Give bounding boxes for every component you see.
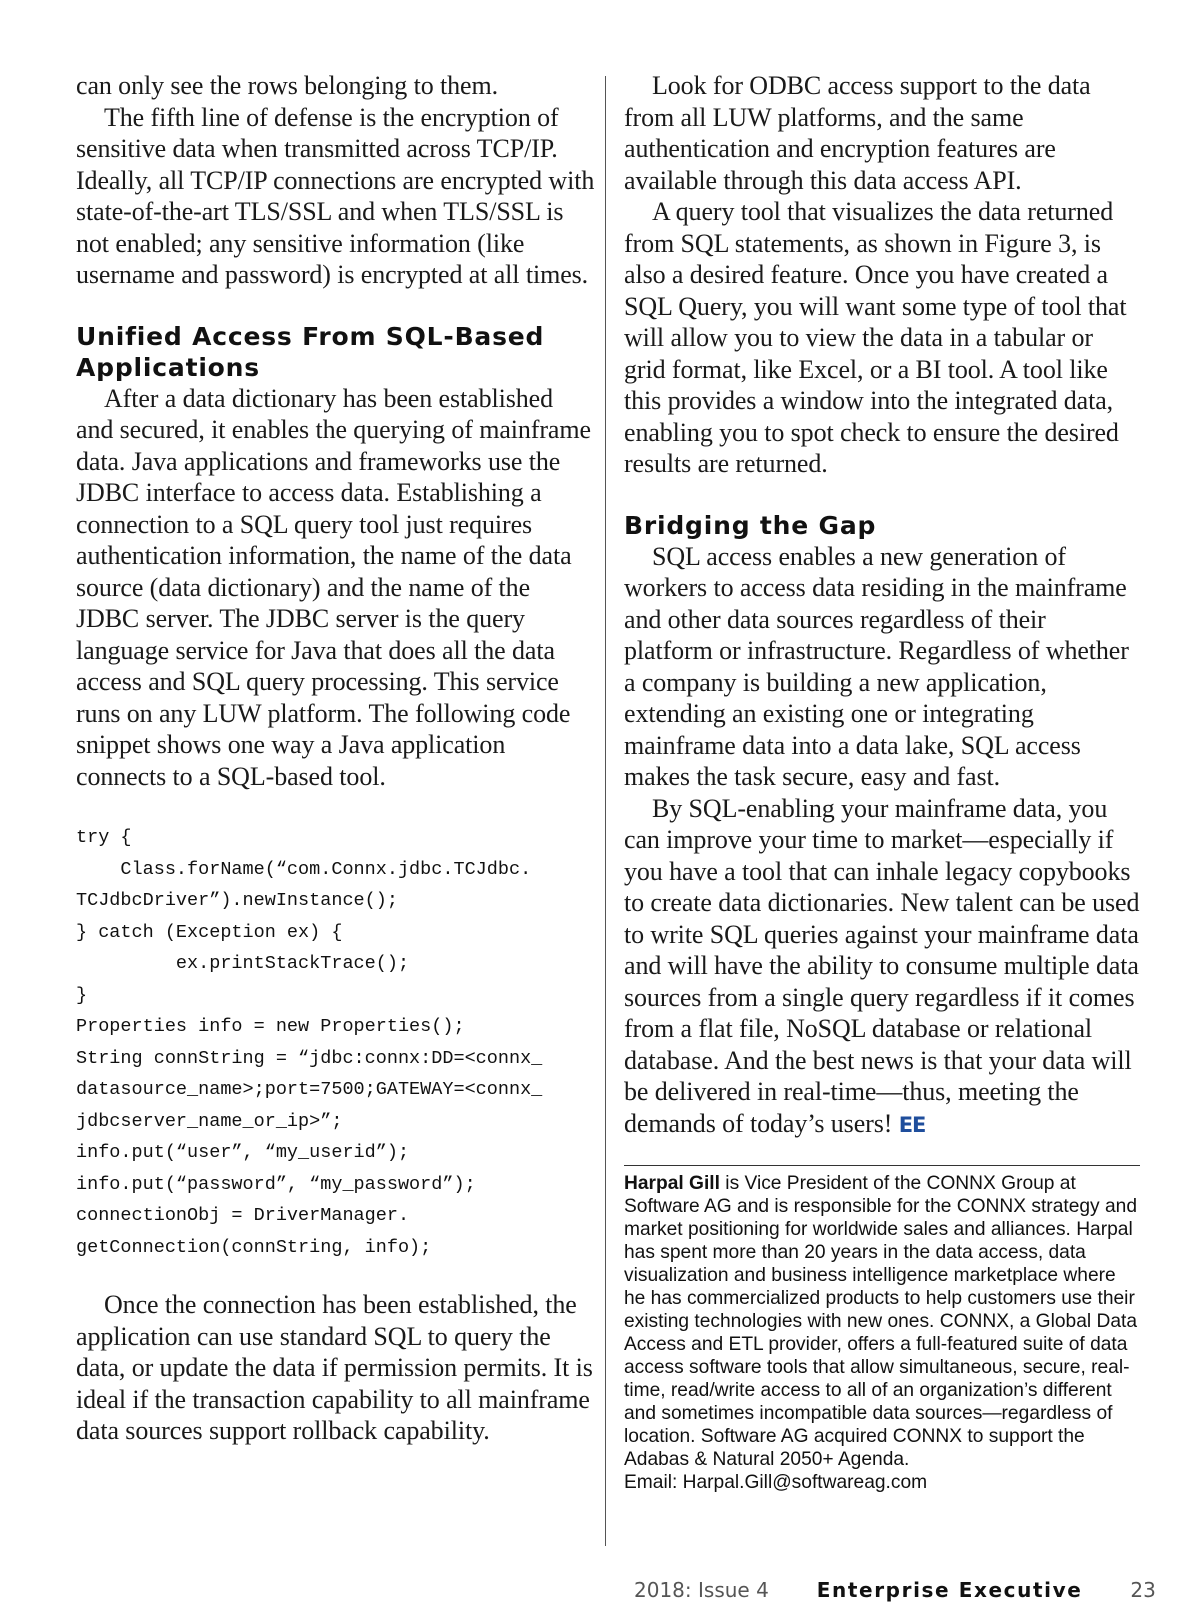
paragraph: can only see the rows belonging to them.: [76, 71, 499, 100]
section-heading: Unified Access From SQL-Based Applications: [76, 321, 545, 382]
author-email: Email: Harpal.Gill@softwareag.com: [624, 1472, 928, 1493]
paragraph: [624, 793, 1140, 1142]
column-divider: [605, 76, 606, 1546]
author-name: Harpal Gill: [624, 1173, 720, 1194]
bio-rule: [624, 1165, 1140, 1166]
bio-text: is Vice President of the CONNX Group at Software AG and is responsible for the CONNX strategy and market positioning for worldwide sales and alliances. Harpal has spent more than 20 years in the data access, data visualization and business intelligence marketplace where he has commercialized products to help customers use their existing technologies with new ones. CONNX, a Global Data Access and ETL provider, offers a full-featured suite of data access software tools that allow simultaneous, secure, real-time, read/write access to all of an organization’s different and sometimes incompatible data sources—regardless of location. Software AG acquired CONNX to support the Adabas & Natural 2050+ Agenda.: [624, 1173, 1137, 1470]
code-snippet: try { Class.forName(“com.Connx.jdbc.TCJdbc. TCJdbcDriver”).newInstance(); } catch (Exception ex) { ex.printStackTrace(); } Properties info = new Properties(); String connString = “jdbc:connx:DD=<connx_ datasource_name>;port=7500;GATEWAY=<connx_ jdbcserver_name_or_ip>”; info.put(“user”, “my_userid”); info.put(“password”, “my_password”); connectionObj = DriverManager. getConnection(connString, info);: [76, 827, 543, 1258]
section-heading: Bridging the Gap: [624, 510, 877, 540]
left-column: [76, 70, 596, 1447]
author-bio: [624, 1172, 1140, 1471]
right-column: [624, 70, 1140, 1494]
end-mark: EE: [898, 1112, 926, 1137]
paragraph: The fifth line of defense is the encryption of sensitive data when transmitted across TCP/IP. Ideally, all TCP/IP connections are encrypted with state-of-the-art TLS/SSL and when TLS/SSL is not enabled; any sensitive information (like username and password) is encrypted at all times.: [76, 102, 595, 289]
publication-name: Enterprise Executive: [816, 1578, 1083, 1602]
paragraph: Look for ODBC access support to the data from all LUW platforms, and the same authentication and encryption features are available through this data access API.: [624, 71, 1091, 195]
paragraph-text: By SQL-enabling your mainframe data, you can improve your time to market—especially if you have a tool that can inhale legacy copybooks to create data dictionaries. New talent can be used to write SQL queries against your mainframe data and will have the ability to consume multiple data sources from a single query regardless if it comes from a flat file, NoSQL database or relational database. And the best news is that your data will be delivered in real-time—thus, meeting the demands of today’s users!: [624, 793, 1140, 1138]
page-footer: [634, 1572, 1154, 1608]
paragraph: After a data dictionary has been established and secured, it enables the querying of mainframe data. Java applications and frameworks use the JDBC interface to access data. Establishing a connection to a SQL query tool just requires authentication information, the name of the data source (data dictionary) and the name of the JDBC server. The JDBC server is the query language service for Java that does all the data access and SQL query processing. This service runs on any LUW platform. The following code snippet shows one way a Java application connects to a SQL-based tool.: [76, 383, 591, 791]
paragraph: A query tool that visualizes the data returned from SQL statements, as shown in Figure 3, is also a desired feature. Once you have created a SQL Query, you will want some type of tool that will allow you to view the data in a tabular or grid format, like Excel, or a BI tool. A tool like this provides a window into the integrated data, enabling you to spot check to ensure the desired results are returned.: [624, 197, 1127, 478]
issue-label: 2018: Issue 4: [634, 1578, 769, 1602]
page-number: 23: [1130, 1578, 1156, 1602]
paragraph: SQL access enables a new generation of workers to access data residing in the mainframe and other data sources regardless of their platform or infrastructure. Regardless of whether a company is building a new application, extending an existing one or integrating mainframe data into a data lake, SQL access makes the task secure, easy and fast.: [624, 541, 1129, 791]
paragraph: Once the connection has been established, the application can use standard SQL to query the data, or update the data if permission permits. It is ideal if the transaction capability to all mainframe data sources support rollback capability.: [76, 1290, 593, 1445]
